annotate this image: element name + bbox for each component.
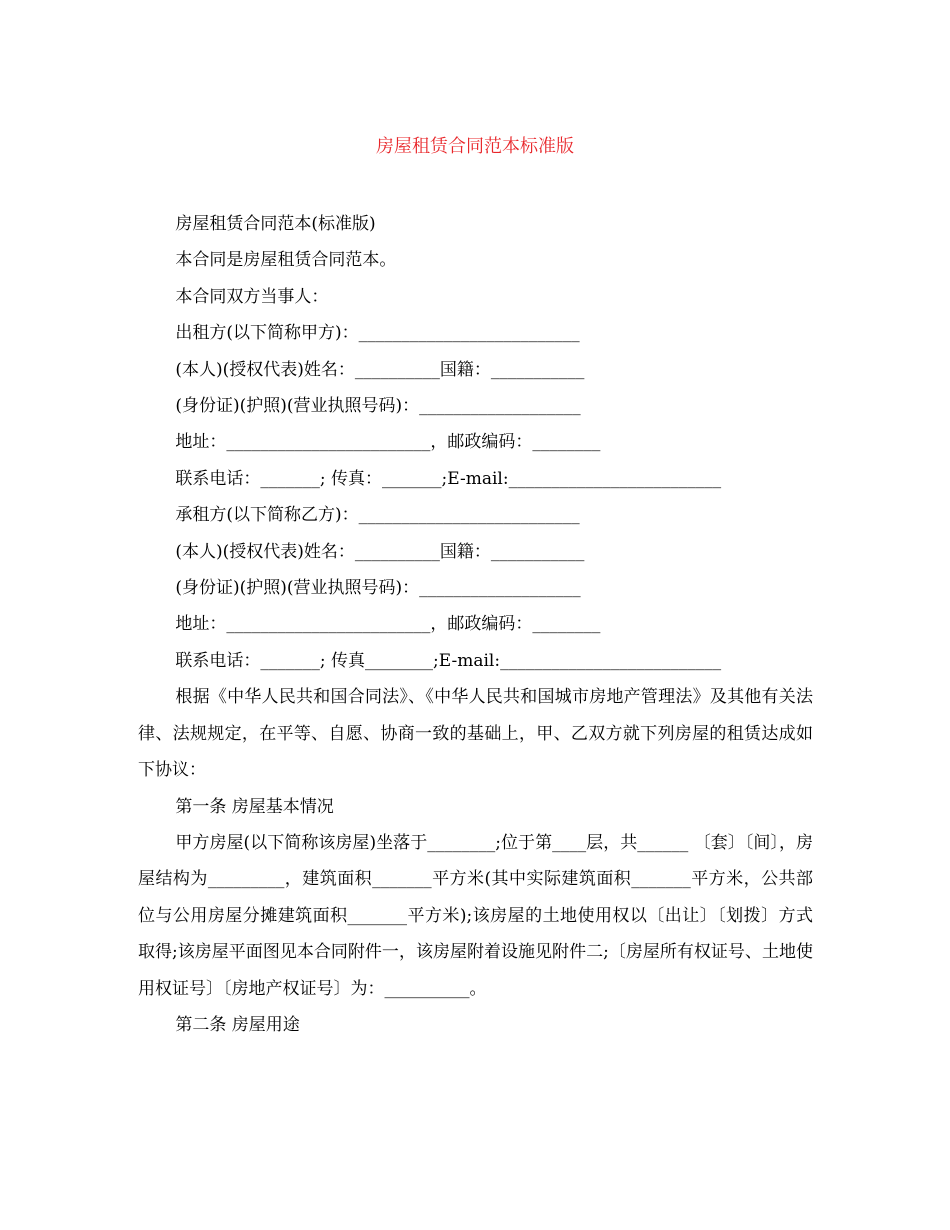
field-lessee-id-number: (身份证)(护照)(营业执照号码)：___________________ [175,578,581,599]
article-1-heading: 第一条 房屋基本情况 [175,796,334,817]
field-lessee-name-nationality: (本人)(授权代表)姓名：__________国籍：___________ [175,541,585,562]
article-1-body: 甲方房屋(以下简称该房屋)坐落于________;位于第____层，共______ 〔套〕〔间〕，房屋结构为_________，建筑面积_______平方米(其中实际建筑面积_______平方米，公共部位与公用房屋分摊建筑面积_______平方米);该房屋的土地使用权以〔出让〕〔划拨〕方式取得;该房屋平面图见本合同附件一，该房屋附着设施见附件二;〔房屋所有权证号、土地使用权证号〕〔房地产权证号〕为：__________。 [138,832,813,999]
field-lessee: 承租方(以下简称乙方)：__________________________ [175,505,580,526]
field-lessor-id-number: (身份证)(护照)(营业执照号码)：___________________ [175,396,581,417]
paragraph-parties-heading: 本合同双方当事人： [175,286,329,307]
article-2-heading: 第二条 房屋用途 [175,1014,300,1035]
paragraph-legal-basis: 根据《中华人民共和国合同法》、《中华人民共和国城市房地产管理法》及其他有关法律、法规规定，在平等、自愿、协商一致的基础上，甲、乙双方就下列房屋的租赁达成如下协议： [138,687,813,781]
field-lessor-contact: 联系电话：_______; 传真：_______;E-mail:_________________________ [175,468,722,489]
field-lessor-address: 地址：________________________，邮政编码：________ [175,432,601,453]
paragraph-contract-name: 房屋租赁合同范本(标准版) [175,214,376,234]
field-lessor-name-nationality: (本人)(授权代表)姓名：__________国籍：___________ [175,359,585,380]
paragraph-contract-intro: 本合同是房屋租赁合同范本。 [175,250,397,271]
field-lessee-contact: 联系电话：_______; 传真________;E-mail:__________________________ [175,650,722,671]
document-body [138,206,813,1043]
field-lessor: 出租方(以下简称甲方)：__________________________ [175,323,580,344]
field-lessee-address: 地址：________________________，邮政编码：________ [175,614,601,635]
document-title: 房屋租赁合同范本标准版 [376,136,574,157]
